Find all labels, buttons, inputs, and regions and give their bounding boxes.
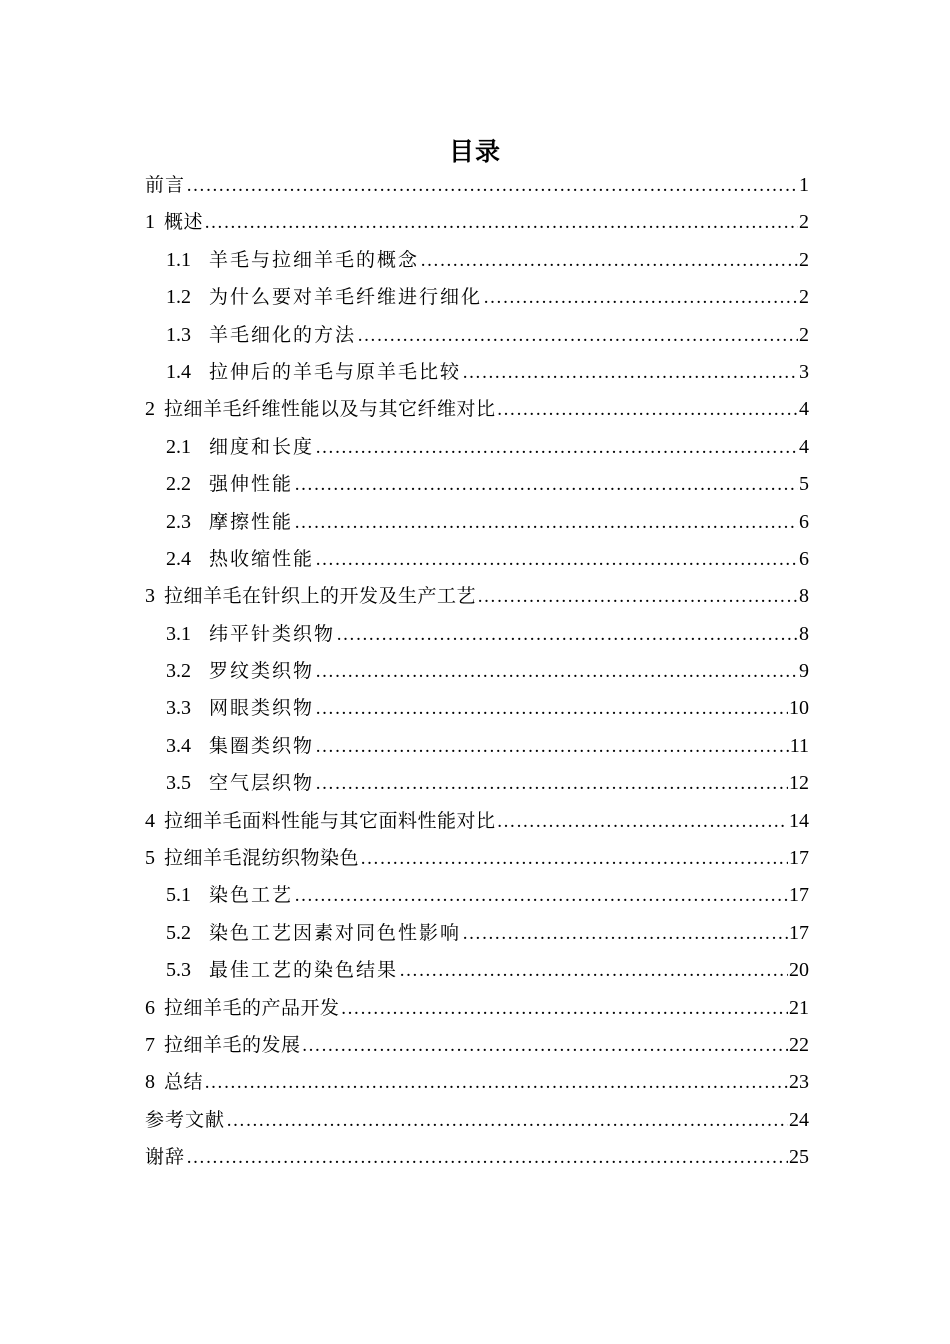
dot-leader bbox=[294, 466, 798, 503]
toc-entry-number: 1.4 bbox=[166, 360, 191, 383]
toc-entry[interactable] bbox=[145, 952, 809, 989]
toc-entry-page: 6 bbox=[799, 510, 809, 533]
toc-entry-page: 4 bbox=[799, 398, 809, 421]
toc-entry-title: 最佳工艺的染色结果 bbox=[209, 959, 399, 982]
toc-entry-page: 1 bbox=[799, 174, 809, 196]
toc-entry[interactable] bbox=[145, 616, 809, 653]
dot-leader bbox=[497, 803, 788, 840]
dot-leader bbox=[302, 1027, 788, 1064]
toc-entry-number: 5.1 bbox=[166, 884, 191, 907]
toc-entry-page: 20 bbox=[789, 959, 809, 982]
toc-entry-title: 空气层织物 bbox=[209, 772, 315, 795]
toc-entry-title: 罗纹类织物 bbox=[209, 660, 315, 683]
toc-entry-number: 3.4 bbox=[166, 734, 191, 757]
toc-entry[interactable] bbox=[145, 279, 809, 316]
toc-entry-number: 3.3 bbox=[166, 697, 191, 720]
toc-entry[interactable] bbox=[145, 391, 809, 428]
page-title: 目录 bbox=[448, 137, 501, 166]
toc-entry-page: 25 bbox=[789, 1146, 809, 1169]
toc-entry[interactable] bbox=[145, 541, 809, 578]
dot-leader bbox=[483, 279, 798, 316]
toc-entry-number: 2.2 bbox=[166, 473, 191, 496]
toc-entry-title: 拉细羊毛的产品开发 bbox=[164, 996, 340, 1019]
toc-entry-page: 2 bbox=[799, 248, 809, 271]
toc-entry-number: 4 bbox=[145, 809, 155, 832]
toc-entry-title: 拉细羊毛的发展 bbox=[164, 1033, 301, 1056]
toc-entry[interactable] bbox=[145, 840, 809, 877]
toc-entry-number: 3.1 bbox=[166, 622, 191, 645]
toc-entry-page: 9 bbox=[799, 660, 809, 683]
toc-entry-title: 纬平针类织物 bbox=[209, 622, 336, 645]
toc-entry-number: 3.5 bbox=[166, 772, 191, 795]
dot-leader bbox=[294, 504, 798, 541]
toc-entry[interactable] bbox=[145, 915, 809, 952]
toc-entry-title: 摩擦性能 bbox=[209, 510, 294, 533]
toc-entry-page: 14 bbox=[789, 809, 809, 832]
toc-entry-title: 拉细羊毛混纺织物染色 bbox=[164, 847, 360, 870]
toc-entry-title: 总结 bbox=[164, 1071, 204, 1094]
toc-entry[interactable] bbox=[145, 1102, 809, 1139]
toc-entry-page: 12 bbox=[789, 772, 809, 795]
toc-entry-title: 集圈类织物 bbox=[209, 734, 315, 757]
dot-leader bbox=[315, 765, 788, 802]
toc-entry-page: 3 bbox=[799, 360, 809, 383]
dot-leader bbox=[462, 915, 788, 952]
toc-entry-page: 8 bbox=[799, 622, 809, 645]
toc-entry-page: 11 bbox=[789, 734, 809, 757]
toc-entry[interactable] bbox=[145, 204, 809, 241]
toc-entry-title: 概述 bbox=[164, 211, 204, 234]
toc-entry-page: 10 bbox=[789, 697, 809, 720]
dot-leader bbox=[315, 653, 798, 690]
dot-leader bbox=[357, 317, 798, 354]
table-of-contents bbox=[145, 167, 809, 1177]
toc-entry-title: 染色工艺因素对同色性影响 bbox=[209, 921, 462, 944]
toc-entry[interactable] bbox=[145, 690, 809, 727]
dot-leader bbox=[315, 429, 798, 466]
toc-entry-page: 17 bbox=[789, 921, 809, 944]
toc-entry-page: 2 bbox=[799, 211, 809, 234]
toc-entry[interactable] bbox=[145, 1064, 809, 1101]
toc-entry-number: 5.2 bbox=[166, 921, 191, 944]
toc-entry-title: 羊毛与拉细羊毛的概念 bbox=[209, 248, 420, 271]
toc-entry[interactable] bbox=[145, 504, 809, 541]
toc-entry-title: 为什么要对羊毛纤维进行细化 bbox=[209, 286, 483, 309]
dot-leader bbox=[462, 354, 798, 391]
toc-entry-number: 3 bbox=[145, 585, 155, 608]
toc-entry-number: 8 bbox=[145, 1071, 155, 1094]
toc-entry-title: 拉伸后的羊毛与原羊毛比较 bbox=[209, 360, 462, 383]
toc-entry-title: 拉细羊毛纤维性能以及与其它纤维对比 bbox=[164, 398, 496, 421]
toc-entry[interactable] bbox=[145, 466, 809, 503]
toc-entry-title: 拉细羊毛面料性能与其它面料性能对比 bbox=[164, 809, 496, 832]
toc-entry-page: 6 bbox=[799, 547, 809, 570]
toc-entry[interactable] bbox=[145, 429, 809, 466]
toc-entry[interactable] bbox=[145, 765, 809, 802]
toc-entry-title: 细度和长度 bbox=[209, 435, 315, 458]
toc-entry-title: 热收缩性能 bbox=[209, 547, 315, 570]
toc-entry-number: 6 bbox=[145, 996, 155, 1019]
dot-leader bbox=[226, 1102, 788, 1139]
toc-entry[interactable] bbox=[145, 578, 809, 615]
dot-leader bbox=[399, 952, 788, 989]
toc-entry-page: 17 bbox=[789, 884, 809, 907]
toc-entry[interactable] bbox=[145, 877, 809, 914]
toc-entry[interactable] bbox=[145, 803, 809, 840]
dot-leader bbox=[315, 541, 798, 578]
toc-entry-number: 3.2 bbox=[166, 660, 191, 683]
toc-entry-page: 5 bbox=[799, 473, 809, 496]
toc-entry[interactable] bbox=[145, 653, 809, 690]
toc-entry[interactable] bbox=[145, 317, 809, 354]
toc-entry[interactable] bbox=[145, 728, 809, 765]
toc-entry[interactable] bbox=[145, 242, 809, 279]
toc-entry-title: 谢辞 bbox=[145, 1146, 186, 1169]
toc-entry-page: 4 bbox=[799, 435, 809, 458]
toc-entry[interactable] bbox=[145, 990, 809, 1027]
dot-leader bbox=[360, 840, 788, 877]
dot-leader bbox=[341, 990, 788, 1027]
toc-entry-title: 拉细羊毛在针织上的开发及生产工艺 bbox=[164, 585, 477, 608]
toc-entry[interactable] bbox=[145, 1139, 809, 1176]
toc-entry-number: 1.3 bbox=[166, 323, 191, 346]
dot-leader bbox=[477, 578, 798, 615]
dot-leader bbox=[186, 1139, 788, 1176]
dot-leader bbox=[294, 877, 788, 914]
toc-entry-title: 强伸性能 bbox=[209, 473, 294, 496]
dot-leader bbox=[336, 616, 798, 653]
dot-leader bbox=[315, 728, 789, 765]
toc-entry-number: 2.1 bbox=[166, 435, 191, 458]
toc-entry-page: 2 bbox=[799, 323, 809, 346]
toc-entry-number: 7 bbox=[145, 1033, 155, 1056]
toc-entry-number: 5.3 bbox=[166, 959, 191, 982]
toc-entry[interactable] bbox=[145, 167, 809, 204]
toc-entry-title: 前言 bbox=[145, 174, 186, 196]
toc-entry-number: 2.4 bbox=[166, 547, 191, 570]
toc-entry[interactable] bbox=[145, 354, 809, 391]
toc-entry-number: 2.3 bbox=[166, 510, 191, 533]
toc-entry-title: 羊毛细化的方法 bbox=[209, 323, 357, 346]
dot-leader bbox=[186, 167, 798, 204]
dot-leader bbox=[420, 242, 798, 279]
toc-entry-page: 24 bbox=[789, 1108, 809, 1131]
toc-entry-page: 23 bbox=[789, 1071, 809, 1094]
dot-leader bbox=[315, 690, 788, 727]
toc-entry-number: 1.2 bbox=[166, 286, 191, 309]
dot-leader bbox=[204, 1064, 788, 1101]
toc-entry-title: 染色工艺 bbox=[209, 884, 294, 907]
toc-entry-page: 2 bbox=[799, 286, 809, 309]
toc-entry-number: 2 bbox=[145, 398, 155, 421]
toc-entry-page: 21 bbox=[789, 996, 809, 1019]
toc-entry-number: 1 bbox=[145, 211, 155, 234]
dot-leader bbox=[204, 204, 798, 241]
toc-entry-page: 22 bbox=[789, 1033, 809, 1056]
toc-entry-title: 参考文献 bbox=[145, 1108, 226, 1131]
toc-entry-number: 1.1 bbox=[166, 248, 191, 271]
toc-entry-page: 17 bbox=[789, 847, 809, 870]
toc-entry[interactable] bbox=[145, 1027, 809, 1064]
toc-entry-number: 5 bbox=[145, 847, 155, 870]
toc-entry-title: 网眼类织物 bbox=[209, 697, 315, 720]
dot-leader bbox=[497, 391, 798, 428]
toc-entry-page: 8 bbox=[799, 585, 809, 608]
